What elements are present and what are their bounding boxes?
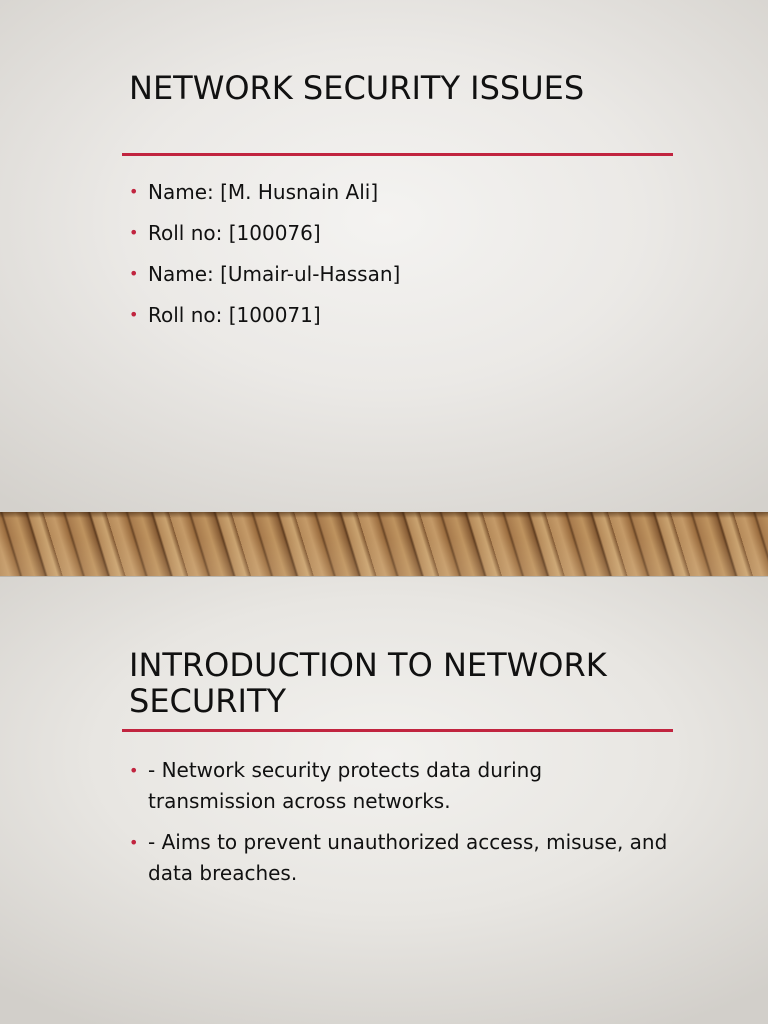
title-divider bbox=[122, 729, 673, 732]
bullet-dot-icon: • bbox=[129, 305, 139, 324]
list-item bbox=[129, 827, 669, 889]
bullet-dot-icon: • bbox=[129, 833, 139, 852]
list-item-text: - Network security protects data during transmission across networks. bbox=[148, 758, 543, 813]
title-divider bbox=[122, 153, 673, 156]
list-item-text: Name: [Umair-ul-Hassan] bbox=[148, 262, 401, 286]
list-item-text: Roll no: [100071] bbox=[148, 303, 321, 327]
list-item-text: - Aims to prevent unauthorized access, misuse, and data breaches. bbox=[148, 830, 668, 885]
bullet-dot-icon: • bbox=[129, 761, 139, 780]
bullet-dot-icon: • bbox=[129, 182, 139, 201]
bullet-list bbox=[129, 179, 400, 343]
slide-title: NETWORK SECURITY ISSUES bbox=[129, 69, 585, 107]
bullet-dot-icon: • bbox=[129, 264, 139, 283]
list-item bbox=[129, 261, 400, 287]
wood-floor-image bbox=[0, 512, 768, 576]
slide-2 bbox=[0, 577, 768, 1024]
bullet-list bbox=[129, 755, 669, 899]
list-item bbox=[129, 220, 400, 246]
bullet-dot-icon: • bbox=[129, 223, 139, 242]
list-item-text: Name: [M. Husnain Ali] bbox=[148, 180, 379, 204]
list-item bbox=[129, 179, 400, 205]
list-item bbox=[129, 302, 400, 328]
list-item-text: Roll no: [100076] bbox=[148, 221, 321, 245]
list-item bbox=[129, 755, 669, 817]
slide-title: INTRODUCTION TO NETWORK SECURITY bbox=[129, 646, 607, 720]
